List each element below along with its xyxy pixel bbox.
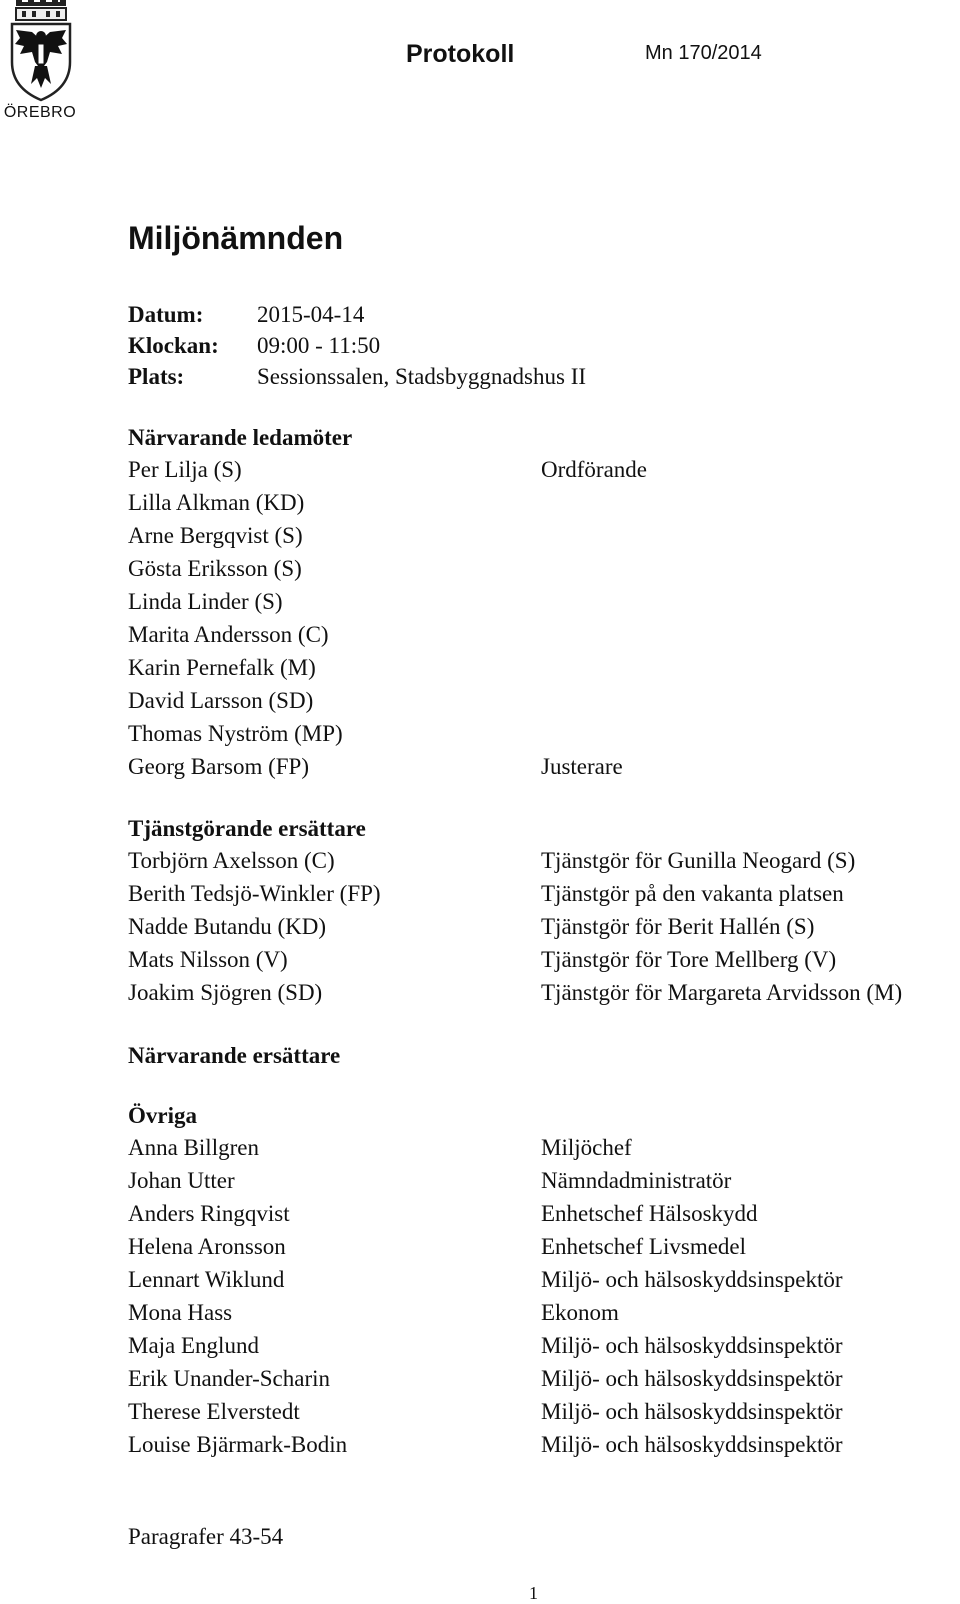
meta-row-klockan	[128, 330, 586, 361]
person-role	[541, 486, 960, 519]
person-role: Nämndadministratör	[541, 1168, 732, 1193]
person-name: Arne Bergqvist (S)	[128, 523, 303, 548]
list-item	[128, 585, 960, 618]
person-name: Karin Pernefalk (M)	[128, 655, 316, 680]
person-name: Lennart Wiklund	[128, 1267, 285, 1292]
list-item	[128, 1329, 960, 1362]
section-heading: Tjänstgörande ersättare	[128, 816, 366, 841]
logo-text: ÖREBRO	[3, 104, 77, 121]
person-role	[541, 585, 960, 618]
list-item	[128, 1164, 960, 1197]
list-item	[128, 1230, 960, 1263]
person-role	[541, 717, 960, 750]
person-role: Miljö- och hälsoskyddsinspektör	[541, 1432, 843, 1457]
person-name: Linda Linder (S)	[128, 589, 283, 614]
list-item	[128, 976, 960, 1009]
list-item	[128, 1296, 960, 1329]
person-name: Gösta Eriksson (S)	[128, 556, 302, 581]
person-name: Maja Englund	[128, 1333, 259, 1358]
person-role: Miljö- och hälsoskyddsinspektör	[541, 1267, 843, 1292]
person-role: Enhetschef Livsmedel	[541, 1234, 747, 1259]
person-role	[541, 651, 960, 684]
person-role: Tjänstgör för Gunilla Neogard (S)	[541, 848, 856, 873]
list-item	[128, 1362, 960, 1395]
person-name: Anders Ringqvist	[128, 1201, 290, 1226]
section-heading: Närvarande ersättare	[128, 1043, 341, 1068]
person-role: Miljö- och hälsoskyddsinspektör	[541, 1333, 843, 1358]
list-item	[128, 877, 960, 910]
person-name: Therese Elverstedt	[128, 1399, 300, 1424]
section-narvarande-ersattare	[128, 1040, 960, 1071]
ersattare-list	[128, 844, 960, 1009]
person-name: Anna Billgren	[128, 1135, 259, 1160]
paragrafer: Paragrafer 43-54	[128, 1524, 284, 1549]
person-role: Tjänstgör för Margareta Arvidsson (M)	[541, 980, 903, 1005]
list-item	[128, 453, 960, 486]
person-role	[541, 684, 960, 717]
person-name: Mona Hass	[128, 1300, 233, 1325]
list-item	[128, 1131, 960, 1164]
person-name: Lilla Alkman (KD)	[128, 490, 305, 515]
list-item	[128, 1263, 960, 1296]
person-name: Johan Utter	[128, 1168, 235, 1193]
section-ovriga	[128, 1100, 960, 1461]
list-item	[128, 943, 960, 976]
section-tjanstgorande-ersattare	[128, 813, 960, 1009]
list-item	[128, 684, 960, 717]
page-title: Miljönämnden	[128, 220, 344, 256]
datum-label: Datum:	[128, 302, 204, 327]
datum-value: 2015-04-14	[257, 302, 365, 327]
person-role: Tjänstgör för Berit Hallén (S)	[541, 914, 815, 939]
person-name: Nadde Butandu (KD)	[128, 914, 327, 939]
person-name: Helena Aronsson	[128, 1234, 286, 1259]
person-role: Ordförande	[541, 457, 648, 482]
document-type: Protokoll	[406, 40, 515, 68]
list-item	[128, 519, 960, 552]
section-heading: Övriga	[128, 1103, 197, 1128]
person-name: Berith Tedsjö-Winkler (FP)	[128, 881, 381, 906]
person-role: Miljöchef	[541, 1135, 632, 1160]
person-name: Georg Barsom (FP)	[128, 754, 310, 779]
klockan-label: Klockan:	[128, 333, 219, 358]
person-role: Tjänstgör på den vakanta platsen	[541, 881, 844, 906]
meta-row-datum	[128, 299, 586, 330]
person-name: David Larsson (SD)	[128, 688, 314, 713]
section-ledamoter	[128, 422, 960, 783]
person-role: Justerare	[541, 754, 623, 779]
person-name: Torbjörn Axelsson (C)	[128, 848, 335, 873]
person-name: Thomas Nyström (MP)	[128, 721, 343, 746]
person-role	[541, 519, 960, 552]
page-number: 1	[529, 1583, 538, 1603]
coat-of-arms-icon	[2, 0, 80, 104]
meeting-meta	[128, 299, 586, 392]
klockan-value: 09:00 - 11:50	[257, 333, 381, 358]
person-name: Louise Bjärmark-Bodin	[128, 1432, 348, 1457]
person-name: Marita Andersson (C)	[128, 622, 329, 647]
person-name: Erik Unander-Scharin	[128, 1366, 330, 1391]
person-role	[541, 618, 960, 651]
meta-row-plats	[128, 361, 586, 392]
document-number: Mn 170/2014	[645, 42, 762, 64]
list-item	[128, 651, 960, 684]
list-item	[128, 486, 960, 519]
person-role: Enhetschef Hälsoskydd	[541, 1201, 758, 1226]
ledamoter-list	[128, 453, 960, 783]
ovriga-list	[128, 1131, 960, 1461]
plats-label: Plats:	[128, 364, 185, 389]
list-item	[128, 1428, 960, 1461]
list-item	[128, 717, 960, 750]
person-role: Tjänstgör för Tore Mellberg (V)	[541, 947, 837, 972]
section-heading: Närvarande ledamöter	[128, 425, 353, 450]
person-name: Per Lilja (S)	[128, 457, 242, 482]
person-role: Miljö- och hälsoskyddsinspektör	[541, 1399, 843, 1424]
list-item	[128, 1197, 960, 1230]
list-item	[128, 750, 960, 783]
person-name: Mats Nilsson (V)	[128, 947, 288, 972]
list-item	[128, 910, 960, 943]
person-role: Miljö- och hälsoskyddsinspektör	[541, 1366, 843, 1391]
plats-value: Sessionssalen, Stadsbyggnadshus II	[257, 364, 587, 389]
person-role	[541, 552, 960, 585]
list-item	[128, 1395, 960, 1428]
person-role: Ekonom	[541, 1300, 619, 1325]
list-item	[128, 552, 960, 585]
list-item	[128, 618, 960, 651]
list-item	[128, 844, 960, 877]
person-name: Joakim Sjögren (SD)	[128, 980, 323, 1005]
